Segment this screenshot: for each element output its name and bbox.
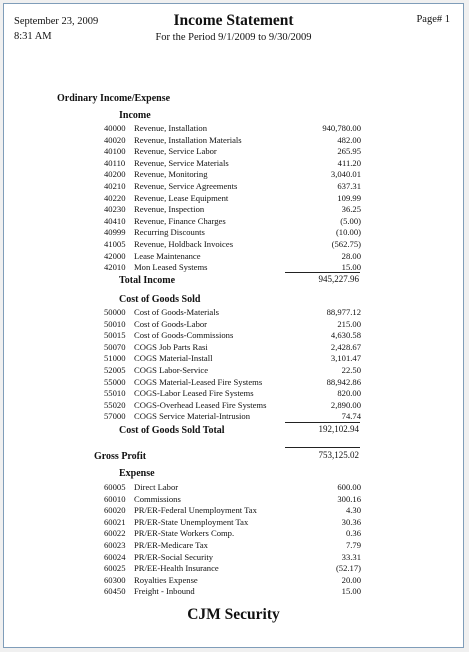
account-amount: 4.30	[345, 505, 361, 516]
account-amount: 0.36	[345, 528, 361, 539]
account-code: 60025	[104, 563, 126, 574]
account-row	[4, 250, 464, 262]
income-total-rule	[285, 272, 360, 273]
account-row	[4, 238, 464, 250]
account-row	[4, 318, 464, 330]
account-name: COGS Material-Install	[134, 353, 213, 364]
account-amount: 88,977.12	[326, 307, 361, 317]
account-name: PR/EE-Health Insurance	[134, 563, 219, 574]
company-name: CJM Security	[187, 606, 280, 623]
account-code: 60023	[104, 540, 126, 550]
account-amount: 820.00	[337, 388, 361, 399]
account-row	[4, 410, 464, 422]
account-amount: (52.17)	[335, 563, 361, 574]
account-name: Lease Maintenance	[134, 250, 201, 261]
account-code: 52005	[104, 365, 126, 375]
account-code: 60450	[104, 586, 126, 597]
account-row	[4, 168, 464, 180]
account-name: Revenue, Finance Charges	[134, 215, 226, 226]
account-code: 55020	[104, 399, 126, 410]
account-name: COGS-Labor Leased Fire Systems	[134, 388, 254, 399]
cogs-total-label: Cost of Goods Sold Total	[119, 425, 225, 436]
income-heading: Income	[119, 110, 151, 121]
account-amount: 265.95	[337, 146, 361, 157]
report-time: 8:31 AM	[14, 31, 52, 42]
cogs-heading: Cost of Goods Sold	[119, 294, 201, 305]
account-row	[4, 399, 464, 411]
account-amount: 300.16	[337, 493, 361, 504]
account-name: COGS Labor-Service	[134, 365, 209, 375]
account-code: 57000	[104, 411, 126, 422]
account-amount: 74.74	[341, 411, 361, 422]
account-amount: 215.00	[337, 318, 361, 329]
account-code: 40410	[104, 215, 126, 226]
total-income-amount: 945,227.96	[318, 274, 359, 284]
account-name: Direct Labor	[134, 482, 179, 492]
account-amount: 33.31	[341, 551, 361, 562]
page-number: Page# 1	[416, 14, 450, 25]
account-row	[4, 562, 464, 574]
account-row	[4, 504, 464, 516]
gross-profit-rule	[285, 447, 360, 448]
account-name: Revenue, Service Materials	[134, 157, 229, 168]
account-name: PR/ER-State Workers Comp.	[134, 528, 235, 539]
account-name: Revenue, Lease Equipment	[134, 192, 229, 203]
account-name: PR/ER-Medicare Tax	[134, 540, 208, 550]
account-amount: 109.99	[337, 192, 361, 203]
account-amount: 30.36	[341, 516, 361, 527]
account-code: 50010	[104, 318, 126, 329]
account-name: Revenue, Monitoring	[134, 169, 208, 180]
account-code: 40020	[104, 134, 126, 145]
account-name: COGS Material-Leased Fire Systems	[134, 376, 263, 387]
account-row	[4, 539, 464, 551]
cogs-total-amount: 192,102.94	[318, 424, 359, 434]
account-row	[4, 180, 464, 192]
account-amount: 88,942.86	[326, 376, 361, 387]
account-row	[4, 516, 464, 528]
account-code: 55000	[104, 376, 126, 387]
account-code: 55010	[104, 388, 126, 399]
account-row	[4, 574, 464, 586]
account-amount: 28.00	[341, 250, 361, 261]
account-code: 50000	[104, 307, 126, 317]
account-name: COGS-Overhead Leased Fire Systems	[134, 399, 267, 410]
account-amount: 15.00	[341, 262, 361, 273]
account-name: Commissions	[134, 493, 181, 504]
account-row	[4, 481, 464, 493]
report-period: For the Period 9/1/2009 to 9/30/2009	[155, 32, 312, 43]
account-amount: 36.25	[341, 204, 361, 215]
account-row	[4, 341, 464, 353]
account-amount: (10.00)	[335, 227, 361, 238]
gross-profit-amount: 753,125.02	[318, 450, 359, 460]
account-name: COGS Job Parts Rasi	[134, 341, 208, 352]
account-amount: 20.00	[341, 574, 361, 585]
account-code: 41005	[104, 239, 126, 249]
account-name: Revenue, Inspection	[134, 204, 205, 215]
account-amount: (5.00)	[340, 215, 361, 226]
account-row	[4, 157, 464, 169]
account-row	[4, 387, 464, 399]
account-code: 60300	[104, 574, 126, 585]
account-row	[4, 364, 464, 376]
account-amount: 940,780.00	[322, 123, 361, 133]
income-statement-report	[3, 3, 464, 648]
account-name: Freight - Inbound	[134, 586, 195, 597]
account-row	[4, 551, 464, 563]
account-name: Revenue, Installation Materials	[134, 134, 242, 145]
account-row	[4, 352, 464, 364]
account-row	[4, 493, 464, 505]
account-code: 51000	[104, 353, 126, 364]
account-amount: (562.75)	[331, 239, 361, 249]
account-code: 50070	[104, 341, 126, 352]
account-code: 40220	[104, 192, 126, 203]
account-name: Revenue, Holdback Invoices	[134, 239, 234, 249]
account-code: 42010	[104, 262, 126, 273]
account-amount: 4,630.58	[330, 330, 361, 341]
account-name: PR/ER-Social Security	[134, 551, 214, 562]
account-amount: 7.79	[345, 540, 361, 550]
account-name: Mon Leased Systems	[134, 262, 208, 273]
account-name: Royalties Expense	[134, 574, 198, 585]
account-row	[4, 261, 464, 273]
account-code: 60022	[104, 528, 126, 539]
account-amount: 411.20	[337, 157, 361, 168]
expense-heading: Expense	[119, 468, 155, 479]
account-row	[4, 226, 464, 238]
account-name: Revenue, Service Labor	[134, 146, 217, 157]
account-code: 50015	[104, 330, 126, 341]
account-name: Revenue, Service Agreements	[134, 181, 238, 191]
account-name: COGS Service Material-Intrusion	[134, 411, 250, 422]
account-amount: 3,040.01	[330, 169, 361, 180]
account-row	[4, 527, 464, 539]
account-amount: 22.50	[341, 365, 361, 375]
account-row	[4, 134, 464, 146]
account-code: 40210	[104, 181, 126, 191]
account-row	[4, 585, 464, 597]
account-row	[4, 215, 464, 227]
cogs-total-rule	[285, 422, 360, 423]
gross-profit-label: Gross Profit	[94, 451, 147, 462]
account-amount: 482.00	[337, 134, 361, 145]
account-name: Cost of Goods-Labor	[134, 318, 208, 329]
account-row	[4, 376, 464, 388]
account-amount: 2,428.67	[330, 341, 361, 352]
account-row	[4, 329, 464, 341]
account-row	[4, 306, 464, 318]
report-title: Income Statement	[173, 12, 294, 29]
account-code: 40200	[104, 169, 126, 180]
account-name: Cost of Goods-Materials	[134, 307, 219, 317]
account-name: Recurring Discounts	[134, 227, 205, 238]
account-row	[4, 192, 464, 204]
account-row	[4, 203, 464, 215]
account-code: 40999	[104, 227, 126, 238]
account-amount: 15.00	[341, 586, 361, 597]
account-name: PR/ER-State Unemployment Tax	[134, 516, 249, 527]
account-code: 60024	[104, 551, 126, 562]
account-amount: 637.31	[337, 181, 361, 191]
account-row	[4, 145, 464, 157]
account-code: 60021	[104, 516, 126, 527]
account-code: 60020	[104, 505, 126, 516]
account-code: 40100	[104, 146, 126, 157]
ordinary-income-expense-heading: Ordinary Income/Expense	[57, 93, 171, 104]
total-income-label: Total Income	[119, 275, 176, 286]
account-amount: 3,101.47	[330, 353, 361, 364]
account-code: 60010	[104, 493, 126, 504]
account-name: Revenue, Installation	[134, 123, 208, 133]
account-name: PR/ER-Federal Unemployment Tax	[134, 505, 257, 516]
account-code: 40110	[104, 157, 126, 168]
report-date: September 23, 2009	[14, 16, 99, 27]
account-amount: 2,890.00	[330, 399, 361, 410]
account-amount: 600.00	[337, 482, 361, 492]
account-code: 42000	[104, 250, 126, 261]
account-row	[4, 122, 464, 134]
account-code: 60005	[104, 482, 126, 492]
account-name: Cost of Goods-Commissions	[134, 330, 234, 341]
account-code: 40000	[104, 123, 126, 133]
account-code: 40230	[104, 204, 126, 215]
